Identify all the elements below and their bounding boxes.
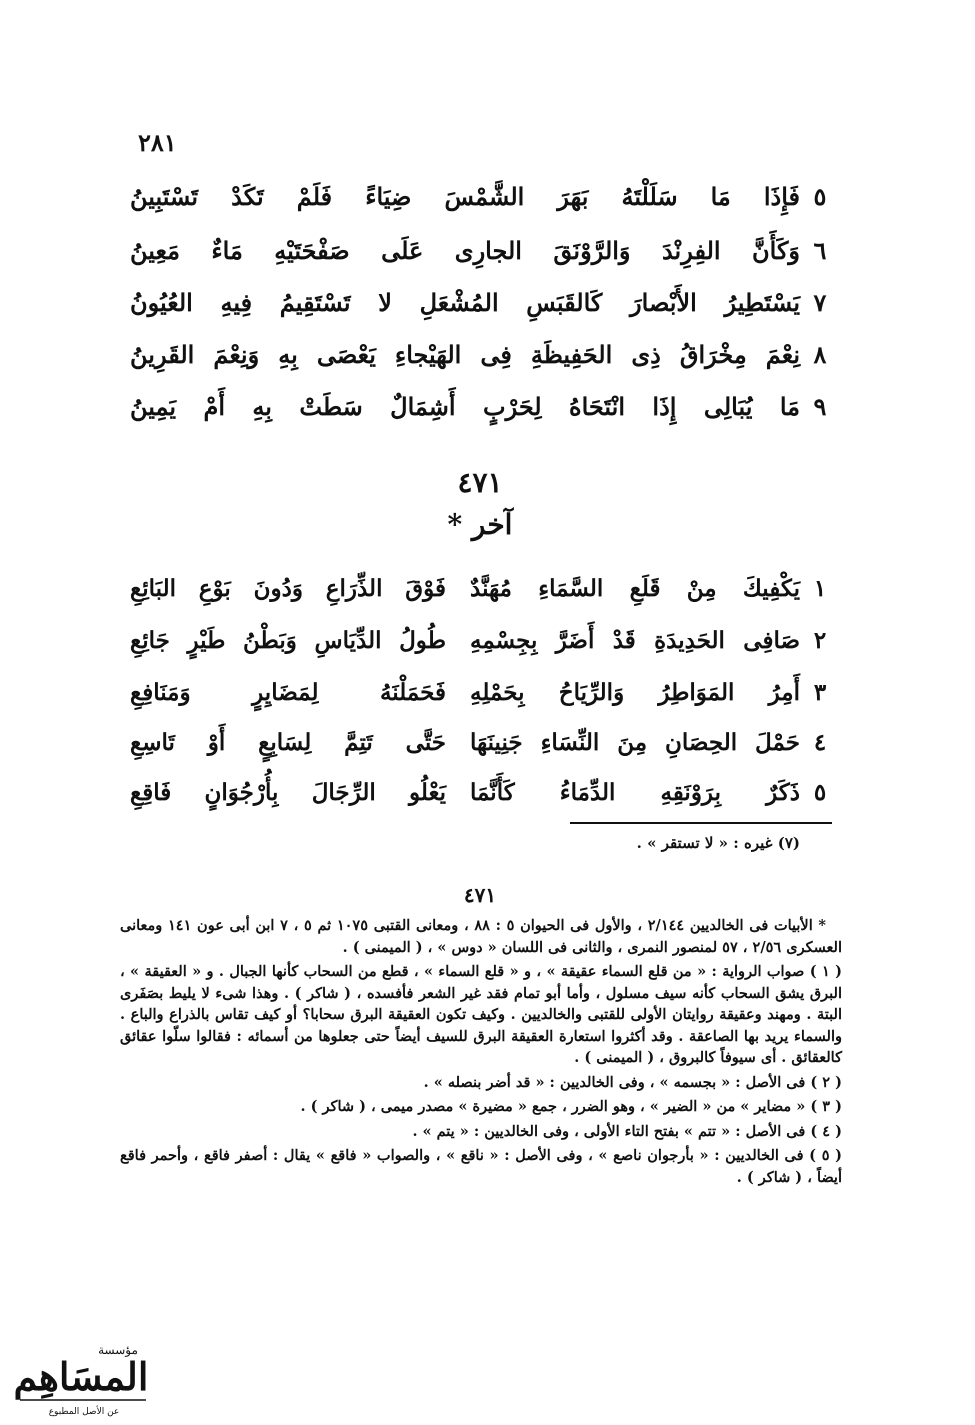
verse-text: وَكَأَنَّ الفِرِنْدَ وَالرَّوْنَقَ الجارِى عَلَى صَفْحَتَيْهِ مَاءٌ مَعِينُ — [130, 235, 800, 265]
verse-number: ٦ — [813, 235, 827, 265]
verse-number: ٥ — [813, 778, 827, 806]
poem-number: ٤٧١ — [457, 466, 503, 499]
footnote-divider — [570, 822, 832, 824]
verse-number: ٤ — [813, 728, 827, 756]
seal-small-text: مؤسسة — [98, 1343, 138, 1357]
note-1: ( ١ ) صواب الرواية : « من قلع السماء عقيقة » ، و « قلع السماء » ، قطع من السحاب كأنها الجبال . و « العقيقة » ، البرق يشق السحاب كأنه سيف مسلول ، وأما أبو تمام فقد غير الشعر فأفسده ، ( شاكر ) . وهذا شىء لا يليط بصَفَرى البتة . ومهند وعقيقة روايتان الأولى للقتبى والخالديين . وكيف تكون العقيقة البرق سحابا؟ أو كيف تقاس بالذراع والباع . والسماء يريد بها الصاعقة . وقد أكثروا استعارة العقيقة البرق للسيف أيضاً حتى جعلوها من أسمائه : فقالوا سلّوا عقائق كالعقائق . أى سيوفاً كالبروق ، ( الميمنى ) . — [120, 963, 842, 1066]
notes-section-number: ٤٧١ — [463, 883, 497, 907]
second-hemistich: فَوْقَ الذِّرَاعِ وَدُونَ بَوْعِ البَائِعِ — [130, 574, 446, 602]
verse-text: مَا يُبَالِى إِذَا انْتَحَاهُ لِحَرْبٍ أَشِمَالٌ سَطَتْ بِهِ أَمْ يَمِينُ — [130, 391, 800, 421]
publisher-seal-logo — [6, 1338, 156, 1420]
footnote-variant: (٧) غيره : « لا تستقر » . — [636, 834, 800, 852]
verse-number: ٨ — [813, 339, 827, 369]
couplet-line — [130, 672, 840, 712]
verse-text: يَسْتَطِيرُ الأَبْصارَ كَالقَبَسِ المُشْعَلِ لا تَسْتَقِيمُ فِيهِ العُيُونُ — [130, 287, 800, 317]
couplet-line — [130, 772, 840, 812]
first-hemistich: ذَكَرٌ بِرَوْنَقِهِ الدِّمَاءُ كَأَنَّمَا — [470, 778, 800, 806]
verse-number: ٧ — [813, 287, 827, 317]
verse-line — [130, 282, 840, 322]
poem-title: آخر * — [447, 508, 513, 541]
note-4: ( ٤ ) فى الأصل : « تتم » بفتح التاء الأولى ، وفى الخالديين : « يتم » . — [412, 1122, 842, 1140]
second-hemistich: فَحَمَلْنَهُ لِمَضَايِرٍ وَمَنَافِعِ — [130, 678, 446, 706]
first-hemistich: حَمْلَ الحِصَانِ مِنَ النِّسَاءِ جَنِينَهَا — [470, 728, 800, 756]
seal-caption: عن الأصل المطبوع — [48, 1407, 120, 1417]
verse-number: ٣ — [813, 678, 827, 706]
verse-line — [130, 176, 840, 216]
second-hemistich: يَعْلُو الرِّجَالَ بِأُرْجُوَانٍ فَاقِعِ — [130, 778, 446, 806]
note-3: ( ٣ ) « مضاير » من « الضير » ، وهو الضرر ، جمع « مضيرة » مصدر ميمى ، ( شاكر ) . — [300, 1098, 842, 1115]
note-2: ( ٢ ) فى الأصل : « بجسمه » ، وفى الخالديين : « قد أضر بنصله » . — [423, 1073, 842, 1091]
first-hemistich: أَمِرُ المَوَاطِرُ وَالرِّيَاحُ بِحَمْلِهِ — [470, 678, 800, 706]
note-sources: * الأبيات فى الخالديين ٢/١٤٤ ، والأول فى الحيوان ٥ : ٨٨ ، ومعانى القتبى ١٠٧٥ ثم ٥ ، ٧ ابن أبى عون ١٤١ ومعانى العسكرى ٢/٥٦ ، ٥٧ لمنصور النمرى ، والثانى فى اللسان « دوس » ، ( الميمنى ) . — [120, 917, 842, 956]
verse-number: ٩ — [813, 391, 827, 421]
first-hemistich: صَافِى الحَدِيدَةِ قَدْ أَضَرَّ بِجِسْمِهِ — [470, 626, 800, 654]
verse-line — [130, 334, 840, 374]
seal-main-text: المسَاهِم — [13, 1354, 149, 1399]
verse-text: نِعْمَ مِخْرَاقُ ذِى الحَفِيظَةِ فِى الهَيْجاءِ يَعْصَى بِهِ وَنِعْمَ القَرِينُ — [130, 339, 800, 369]
couplet-line — [130, 722, 840, 762]
second-hemistich: طُولُ الدِّيَاسِ وَبَطْنُ طَيْرٍ جَائِعِ — [130, 626, 446, 654]
verse-number: ٥ — [813, 181, 827, 211]
second-hemistich: حَتَّى تَتِمَّ لِسَابِعٍ أَوْ تَاسِعِ — [130, 728, 446, 756]
couplet-line — [130, 620, 840, 660]
page-number: ٢٨١ — [138, 128, 177, 157]
note-5: ( ٥ ) فى الخالديين : « بأرجوان ناصع » ، وفى الأصل : « ناقع » ، والصواب « فاقع » يقال : أصفر فاقع ، وأحمر فاقع أيضاً ، ( شاكر ) . — [120, 1147, 842, 1186]
commentary-notes — [120, 915, 842, 1191]
verse-text: فَإِذَا مَا سَلَلْتَهُ بَهَرَ الشَّمْسَ ضِيَاءً فَلَمْ تَكَدْ تَسْتَبِينُ — [130, 181, 800, 211]
couplet-line — [130, 568, 840, 608]
verse-number: ١ — [813, 574, 827, 602]
first-hemistich: يَكْفِيكَ مِنْ قَلَعِ السَّمَاءِ مُهَنَّدٌ — [470, 574, 800, 602]
verse-number: ٢ — [813, 626, 827, 654]
verse-line — [130, 230, 840, 270]
verse-line — [130, 386, 840, 426]
